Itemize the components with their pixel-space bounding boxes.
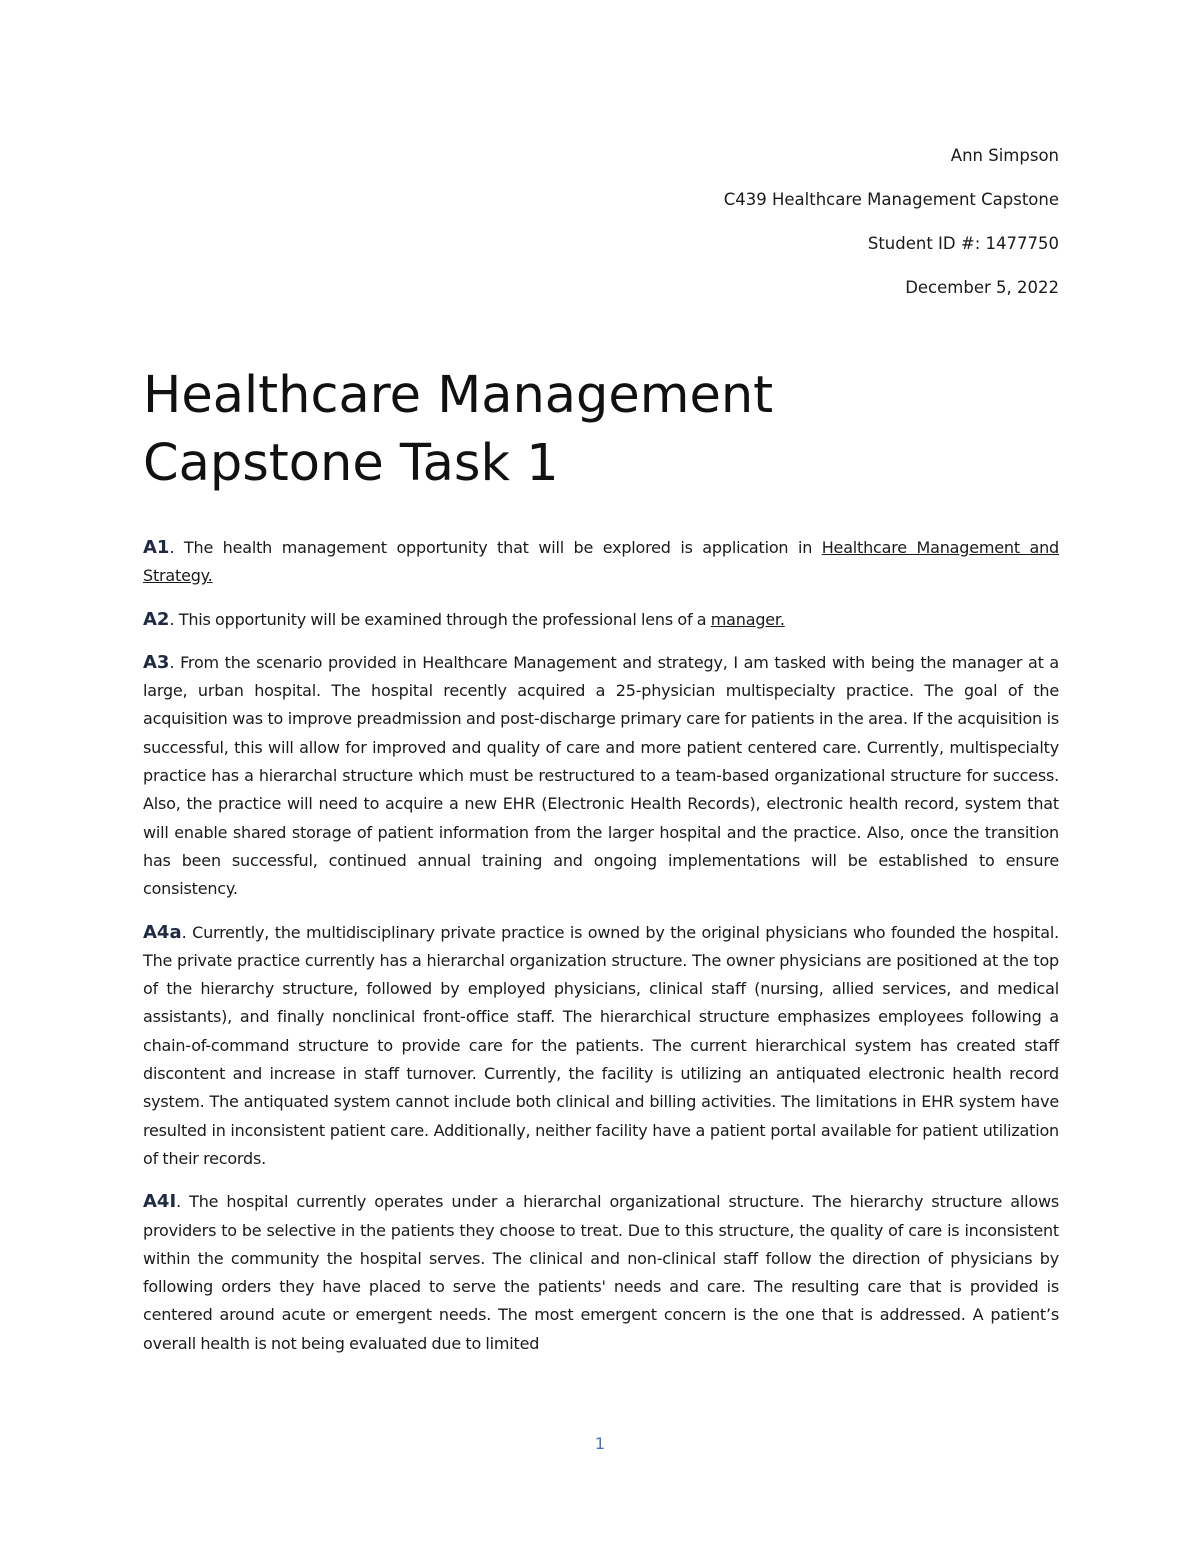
document-header [724, 142, 1059, 318]
section-a4i-label: A4I [143, 1191, 177, 1213]
student-id: Student ID #: 1477750 [867, 234, 1059, 253]
section-a2-link[interactable]: manager. [710, 609, 785, 629]
title-line-2: Capstone Task 1 [143, 434, 559, 493]
section-a4a-label: A4a [143, 921, 182, 943]
section-a4a [143, 919, 1059, 1174]
document-title [143, 362, 773, 498]
section-a1-link[interactable]: Healthcare Management and Strategy. [143, 538, 1059, 586]
section-a1 [143, 534, 1059, 591]
section-a2-text: . This opportunity will be examined through the professional lens of a [169, 609, 711, 629]
title-line-1: Healthcare Management [143, 366, 774, 425]
section-a2-label: A2 [143, 608, 170, 630]
section-a2 [143, 606, 1059, 634]
section-a3 [143, 649, 1059, 904]
page-number: 1 [594, 1434, 606, 1453]
section-a4i-text: . The hospital currently operates under a hierarchal organizational structure. The hierarchy structure allows providers to be selective in the patients they choose to treat. Due to this structure, the quality of care is inconsistent within the community the hospital serves. The clinical and non-clinical staff follow the direction of physicians by following orders they have placed to serve the patients' needs and care. The resulting care that is provided is centered around acute or emergent needs. The most emergent concern is the one that is addressed. A patient’s overall health is not being evaluated due to limited [143, 1192, 1059, 1353]
section-a3-label: A3 [143, 651, 170, 673]
document-date: December 5, 2022 [905, 278, 1059, 297]
section-a1-label: A1 [143, 537, 170, 558]
section-a4i [143, 1188, 1059, 1358]
section-a4a-text: . Currently, the multidisciplinary private practice is owned by the original physicians who founded the hospital. The private practice currently has a hierarchal organization structure. The owner physicians are positioned at the top of the hierarchy structure, followed by employed physicians, clinical staff (nursing, allied services, and medical assistants), and finally nonclinical front-office staff. The hierarchical structure emphasizes employees following a chain-of-command structure to provide care for the patients. The current hierarchical system has created staff discontent and increase in staff turnover. Currently, the facility is utilizing an antiquated electronic health record system. The antiquated system cannot include both clinical and billing activities. The limitations in EHR system have resulted in inconsistent patient care. Additionally, neither facility have a patient portal available for patient utilization of their records. [143, 922, 1059, 1168]
section-a1-text: . The health management opportunity that will be explored is application in [169, 538, 822, 557]
section-a3-text: . From the scenario provided in Healthcare Management and strategy, I am tasked with being the manager at a large, urban hospital. The hospital recently acquired a 25-physician multispecialty practice. The goal of the acquisition was to improve preadmission and post-discharge primary care for patients in the area. If the acquisition is successful, this will allow for improved and quality of care and more patient centered care. Currently, multispecialty practice has a hierarchal structure which must be restructured to a team-based organizational structure for success. Also, the practice will need to acquire a new EHR (Electronic Health Records), electronic health record, system that will enable shared storage of patient information from the larger hospital and the practice. Also, once the transition has been successful, continued annual training and ongoing implementations will be established to ensure consistency. [143, 652, 1059, 899]
author-name: Ann Simpson [950, 146, 1059, 165]
course-name: C439 Healthcare Management Capstone [723, 190, 1059, 209]
document-body [143, 534, 1059, 1373]
